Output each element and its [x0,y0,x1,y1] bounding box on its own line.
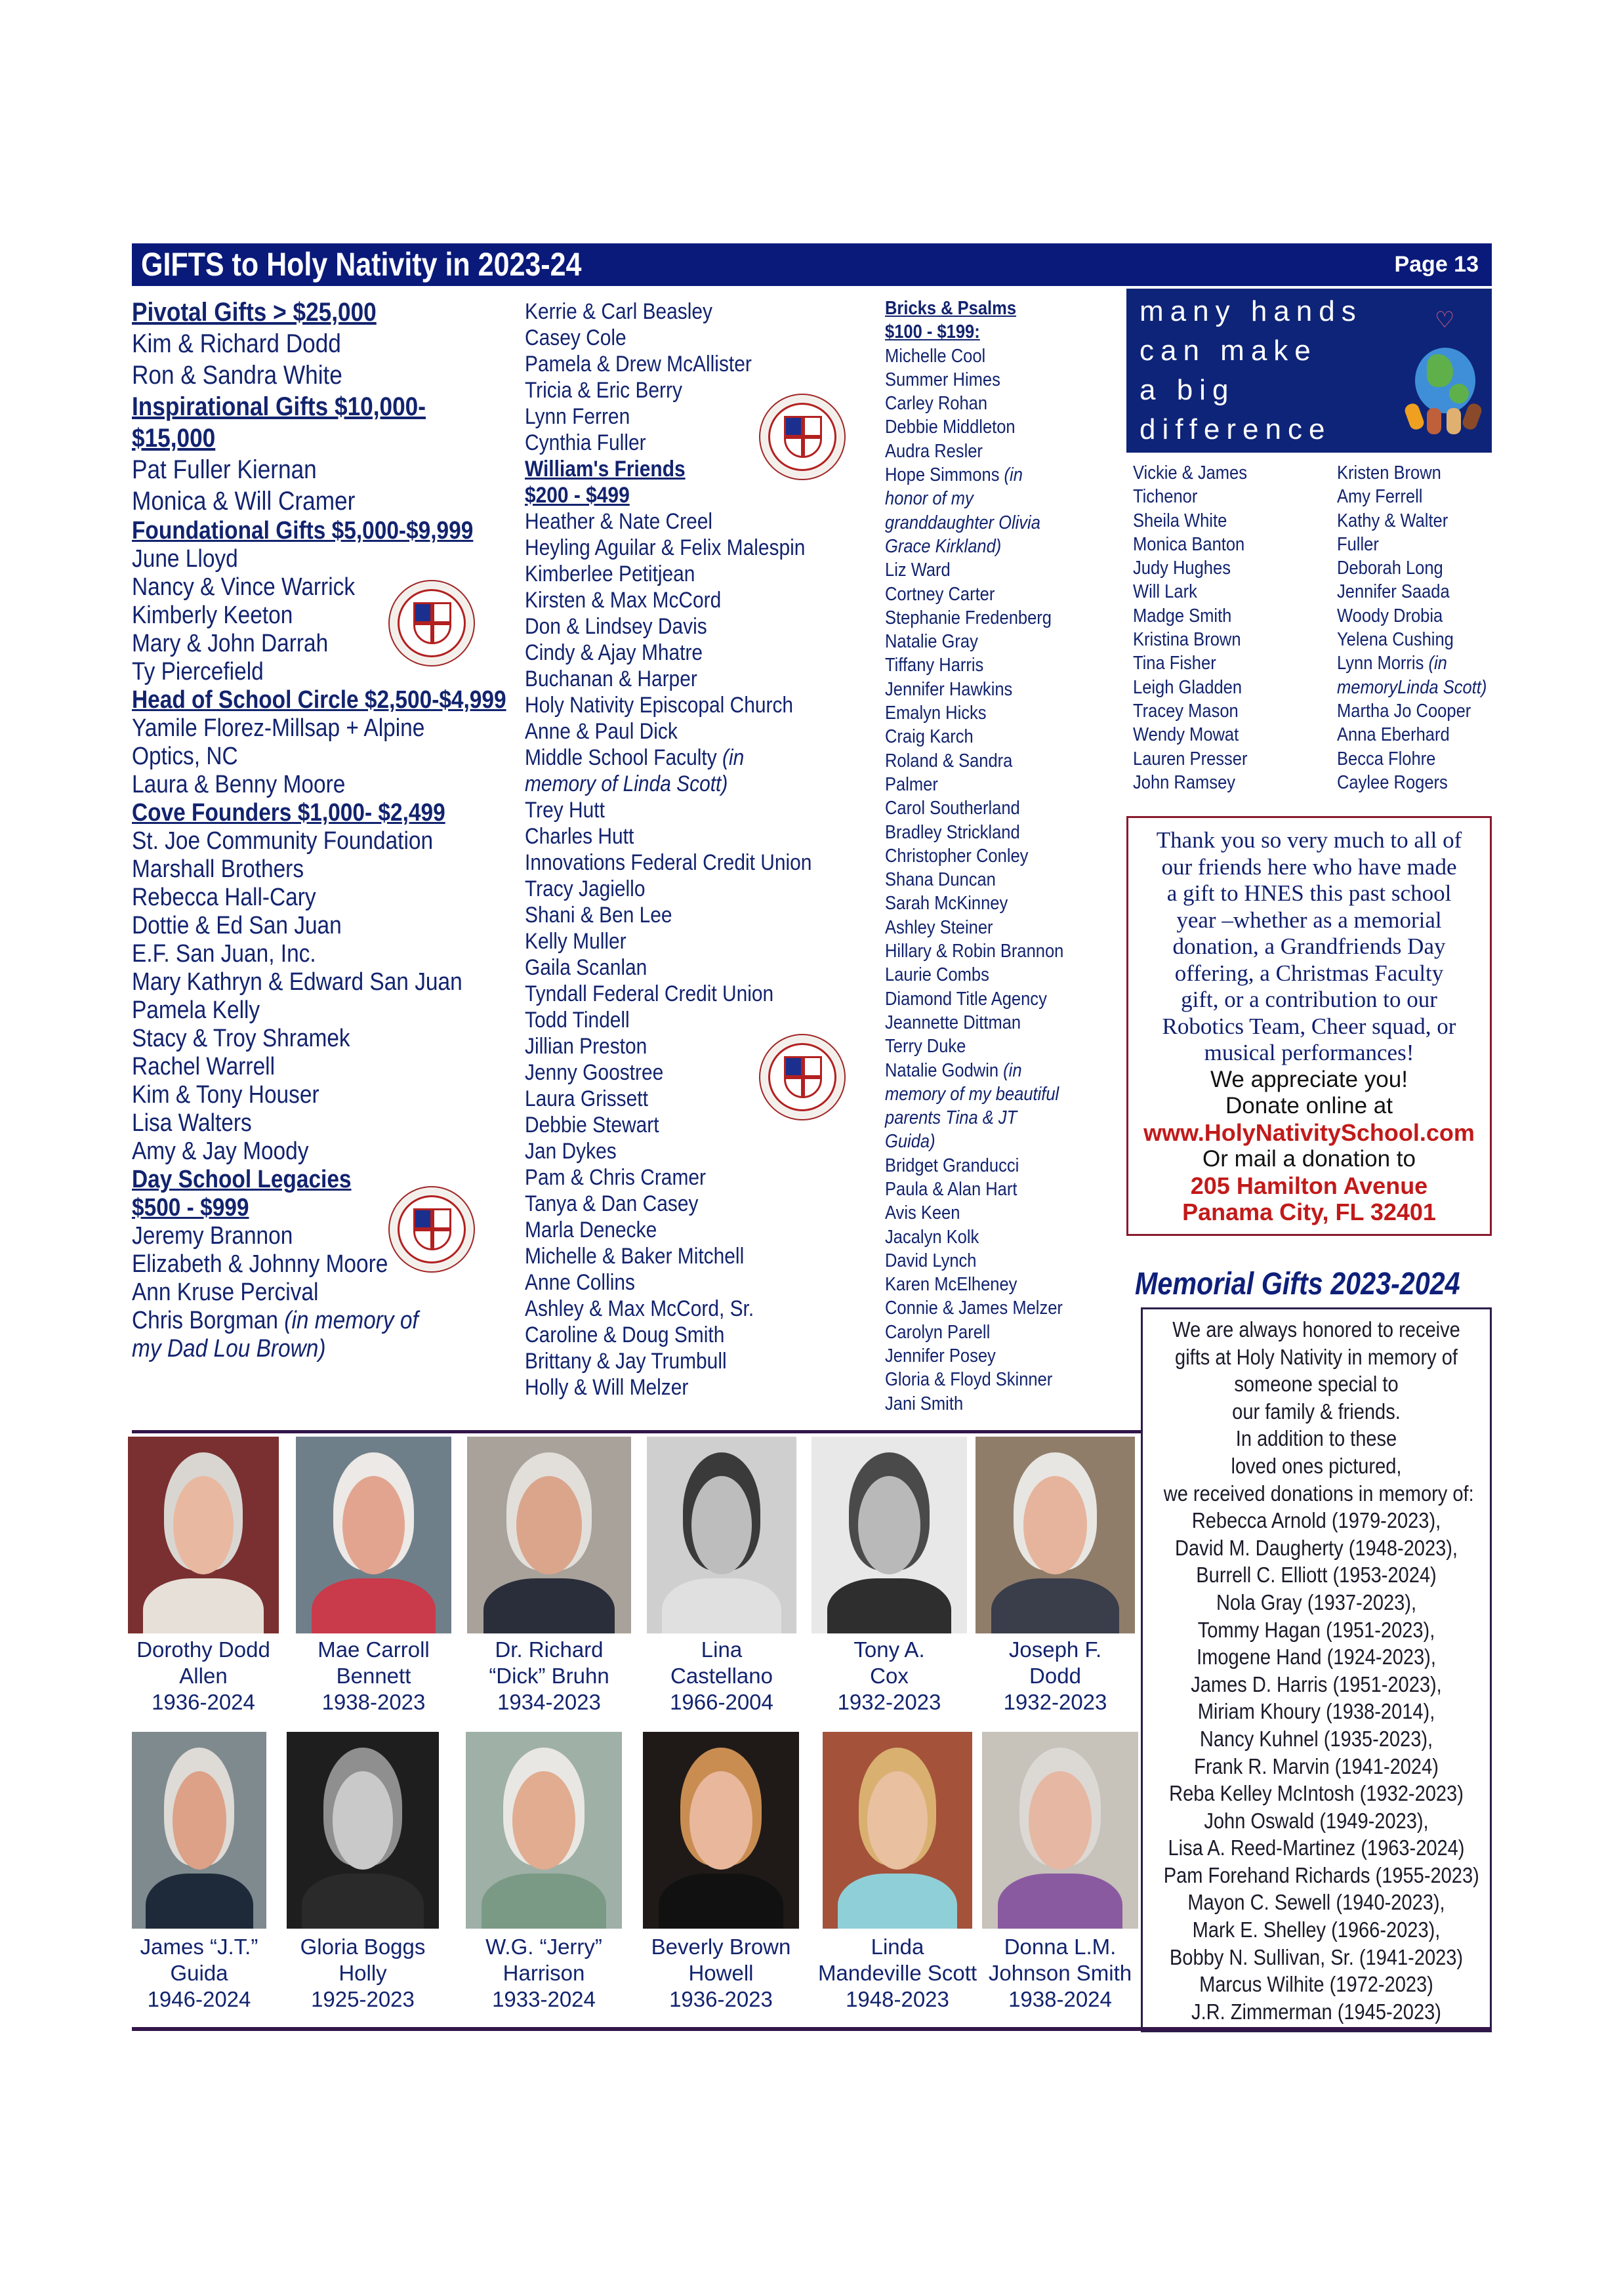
donor-line: Rebecca Hall-Cary [132,884,316,911]
portrait-caption [630,1934,812,2013]
donor-line: Guida) [885,1131,935,1153]
donor-line: Shani & Ben Lee [525,903,672,928]
donor-line: Cindy & Ajay Mhatre [525,640,703,665]
donor-line: Martha Jo Cooper [1337,700,1471,722]
page-title: GIFTS to Holy Nativity in 2023-24 [141,246,582,283]
thank-you-box [1126,816,1492,1236]
donor-line: Innovations Federal Credit Union [525,850,812,875]
website-link[interactable]: www.HolyNativitySchool.com [1143,1118,1475,1146]
donor-column-3 [885,297,1121,1416]
school-seal-icon [388,1186,475,1273]
donor-line: Palmer [885,773,938,795]
donor-line: Elizabeth & Johnny Moore [132,1250,388,1278]
memorial-box [1141,1307,1492,2032]
memorial-portrait [132,1732,266,1929]
donor-line: Caylee Rogers [1337,771,1448,793]
thank-you-line: year –whether as a memorial [1176,907,1442,933]
caption-line: 1938-2024 [1008,1987,1112,2011]
banner-line: many hands [1140,295,1363,327]
donor-line: Bradley Strickland [885,821,1020,843]
caption-line: Donna L.M. [1004,1935,1117,1959]
donor-line: Tanya & Dan Casey [525,1191,699,1216]
caption-line: Lina [701,1637,743,1662]
memorial-portrait [466,1732,622,1929]
caption-line: Dorothy Dodd [136,1637,270,1662]
portrait-caption [634,1637,810,1715]
globe-hands-icon [1415,348,1475,413]
donor-line: Kristen Brown [1337,462,1441,483]
caption-line: Mandeville Scott [817,1961,977,1985]
donor-line: Pat Fuller Kiernan [132,455,317,484]
portrait-caption [119,1934,279,2013]
donor-line: Ty Piercefield [132,658,264,686]
donor-line: Fuller [1337,533,1379,555]
donor-line: Monica & Will Cramer [132,487,356,516]
thank-you-line: our friends here who have made [1161,853,1457,880]
donor-line: Pamela Kelly [132,996,260,1024]
donor-line: Avis Keen [885,1202,960,1224]
memorial-line: Nancy Kuhnel (1935-2023), [1199,1726,1433,1751]
donor-line: Lynn Morris (in [1337,653,1447,674]
donor-line: Will Lark [1133,581,1197,603]
thank-you-line: Thank you so very much to all of [1156,827,1462,853]
donor-line: Emalyn Hicks [885,703,987,724]
caption-line: “Dick” Bruhn [489,1664,609,1688]
portrait-caption [962,1637,1148,1715]
donor-line: $15,000 [132,424,216,453]
caption-line: Linda [871,1935,924,1959]
donor-line: Madge Smith [1133,605,1232,626]
memorial-line: We are always honored to receive [1172,1317,1460,1342]
caption-line: Guida [170,1961,228,1985]
school-seal-icon [388,580,475,666]
donor-line: Ashley & Max McCord, Sr. [525,1296,754,1321]
donor-line: Judy Hughes [1133,558,1231,579]
donor-line: Woody Drobia [1337,605,1443,626]
caption-line: Harrison [503,1961,585,1985]
donor-line: Anna Eberhard [1337,724,1450,746]
donor-line: Tiffany Harris [885,655,984,676]
memorial-line: Burrell C. Elliott (1953-2024) [1196,1563,1437,1588]
donor-line: Chris Borgman (in memory of [132,1307,419,1334]
donor-line: David Lynch [885,1250,977,1271]
caption-line: 1932-2023 [1003,1690,1107,1714]
caption-line: Holly [339,1961,387,1985]
memorial-portrait [647,1437,796,1633]
donor-line: Bricks & Psalms [885,298,1017,319]
donor-line: Heather & Nate Creel [525,509,713,534]
donor-line: Tichenor [1133,486,1198,508]
memorial-line: James D. Harris (1951-2023), [1191,1671,1442,1696]
donor-line: Lynn Ferren [525,404,630,429]
donor-line: Jennifer Posey [885,1345,996,1367]
donor-line: Inspirational Gifts $10,000- [132,392,426,421]
donor-line: Audra Resler [885,440,983,462]
thank-you-line: offering, a Christmas Faculty [1174,960,1444,986]
donor-column-4a [1133,461,1330,794]
donor-line: Summer Himes [885,369,1000,390]
portrait-caption [454,1637,644,1715]
address-line: Panama City, FL 32401 [1182,1199,1436,1225]
donor-line: Tina Fisher [1133,653,1216,674]
donor-line: granddaughter Olivia [885,512,1040,533]
donor-column-4b [1337,461,1492,794]
donor-line: June Lloyd [132,545,238,573]
donor-line: Deborah Long [1337,558,1443,579]
donor-line: memoryLinda Scott) [1337,676,1487,698]
donor-line: Nancy & Vince Warrick [132,573,356,601]
donor-line: E.F. San Juan, Inc. [132,940,316,968]
memorial-portrait [643,1732,799,1929]
donor-line: Day School Legacies [132,1166,352,1193]
donor-line: Middle School Faculty (in [525,745,745,770]
school-seal-icon [759,1034,846,1120]
title-bar [132,243,1492,286]
donor-line: Trey Hutt [525,798,605,823]
memorial-portrait [296,1437,451,1633]
portrait-caption [969,1934,1151,2013]
donor-line: Natalie Godwin (in [885,1059,1022,1081]
donor-line: Laura Grissett [525,1086,648,1111]
donor-line: Mary Kathryn & Edward San Juan [132,968,462,996]
caption-line: Gloria Boggs [300,1935,426,1959]
memorial-line: Mark E. Shelley (1966-2023), [1192,1917,1441,1942]
memorial-line: gifts at Holy Nativity in memory of [1175,1344,1458,1369]
donor-line: Marla Denecke [525,1218,657,1242]
donor-line: John Ramsey [1133,771,1236,793]
donor-line: Kim & Tony Houser [132,1081,319,1109]
caption-line: 1936-2023 [669,1987,773,2011]
donor-line: Marshall Brothers [132,855,304,883]
portrait-caption [283,1637,464,1715]
donor-line: Shana Duncan [885,869,996,891]
donor-line: Mary & John Darrah [132,630,329,657]
donor-line: Tracey Mason [1133,700,1239,722]
donor-line: Ashley Steiner [885,916,993,938]
address-line: 205 Hamilton Avenue [1190,1172,1428,1199]
donor-line: Kerrie & Carl Beasley [525,299,713,324]
caption-line: Allen [179,1664,228,1688]
donor-line: Michelle Cool [885,345,986,367]
memorial-portrait [976,1437,1135,1633]
donor-line: Stephanie Fredenberg [885,607,1052,628]
donor-line: Diamond Title Agency [885,988,1047,1010]
memorial-line: Mayon C. Sewell (1940-2023), [1187,1890,1445,1915]
donor-line: Lauren Presser [1133,748,1248,769]
memorial-line: Rebecca Arnold (1979-2023), [1191,1508,1441,1533]
donor-line: Jenny Goostree [525,1060,664,1085]
donor-line: Karen McElheney [885,1274,1017,1296]
memorial-portrait [982,1732,1138,1929]
caption-line: 1932-2023 [837,1690,941,1714]
thank-you-line: donation, a Grandfriends Day [1172,933,1446,959]
donor-line: Holly & Will Melzer [525,1375,689,1400]
donor-line: Wendy Mowat [1133,724,1239,746]
caption-line: Joseph F. [1008,1637,1102,1662]
memorial-portrait [128,1437,279,1633]
thank-you-line: Robotics Team, Cheer squad, or [1162,1013,1456,1039]
donor-line: parents Tina & JT [885,1107,1017,1129]
caption-line: Bennett [336,1664,411,1688]
donor-line: Gaila Scanlan [525,955,647,980]
donor-line: Holy Nativity Episcopal Church [525,693,794,718]
thank-you-line: gift, or a contribution to our [1181,987,1437,1012]
caption-line: Beverly Brown [651,1935,791,1959]
memorial-portrait [823,1732,972,1929]
memorial-line: Imogene Hand (1924-2023), [1197,1645,1436,1670]
donor-line: Paula & Alan Hart [885,1178,1017,1200]
thank-you-line: musical performances! [1204,1040,1414,1065]
donor-line: Jani Smith [885,1393,964,1414]
donor-line: Debbie Stewart [525,1113,659,1138]
donor-line: Sarah McKinney [885,893,1008,914]
memorial-line: John Oswald (1949-2023), [1204,1808,1429,1833]
memorial-line: J.R. Zimmerman (1945-2023) [1191,1999,1441,2024]
memorial-line: Nola Gray (1937-2023), [1216,1589,1417,1614]
donor-line: Carol Southerland [885,798,1020,819]
donor-line: Tricia & Eric Berry [525,378,682,403]
donor-line: Casey Cole [525,325,627,350]
caption-line: 1946-2024 [147,1987,251,2011]
donor-line: William's Friends [525,457,686,482]
memorial-line: Reba Kelley McIntosh (1932-2023) [1169,1781,1464,1806]
caption-line: Cox [870,1664,909,1688]
donor-line: Lisa Walters [132,1109,252,1137]
donor-line: Jennifer Hawkins [885,678,1013,700]
donor-line: Buchanan & Harper [525,666,697,691]
memorial-line: someone special to [1234,1372,1399,1397]
donor-line: Becca Flohre [1337,748,1436,769]
banner-line: a big [1140,374,1235,406]
donor-line: Stacy & Troy Shramek [132,1025,350,1052]
donor-line: $200 - $499 [525,483,630,508]
portrait-caption [115,1637,292,1715]
memorial-line: Tommy Hagan (1951-2023), [1197,1617,1435,1642]
donor-line: Craig Karch [885,726,974,748]
memorial-line: loved ones pictured, [1231,1453,1402,1478]
memorial-line: Lisa A. Reed-Martinez (1963-2024) [1168,1835,1465,1860]
caption-line: Mae Carroll [318,1637,430,1662]
donor-line: Pivotal Gifts > $25,000 [132,298,377,327]
donor-line: Vickie & James [1133,462,1247,483]
donor-line: Laura & Benny Moore [132,771,346,798]
memorial-portrait [812,1437,967,1633]
donor-line: Pamela & Drew McAllister [525,352,752,377]
memorial-line: our family & friends. [1232,1399,1401,1424]
heart-icon: ♡ [1435,308,1455,333]
thank-you-line: We appreciate you! [1210,1066,1408,1092]
donor-line: memory of Linda Scott) [525,771,728,796]
portrait-caption [798,1637,980,1715]
donor-line: Cortney Carter [885,583,995,605]
donor-line: my Dad Lou Brown) [132,1335,326,1363]
donor-line: $500 - $999 [132,1194,249,1221]
divider [132,2027,1492,2031]
donor-line: Michelle & Baker Mitchell [525,1244,745,1269]
donor-line: Debbie Middleton [885,417,1016,438]
donor-line: Kimberlee Petitjean [525,562,695,586]
donor-line: Jennifer Saada [1337,581,1450,603]
donor-line: Carolyn Parell [885,1321,991,1343]
donor-line: Ann Kruse Percival [132,1279,319,1306]
memorial-line: In addition to these [1235,1426,1397,1451]
page-number: Page 13 [1394,252,1479,277]
donor-line: Jacalyn Kolk [885,1226,979,1248]
many-hands-banner [1126,289,1492,453]
donor-line: Jillian Preston [525,1034,647,1059]
donor-line: Natalie Gray [885,631,978,653]
donor-line: Caroline & Doug Smith [525,1322,725,1347]
donor-line: Grace Kirkland) [885,535,1002,557]
caption-line: Dodd [1029,1664,1081,1688]
thank-you-line: Donate online at [1225,1093,1393,1118]
donor-line: Cynthia Fuller [525,430,646,455]
caption-line: Dr. Richard [495,1637,604,1662]
thank-you-line: a gift to HNES this past school [1166,880,1452,906]
donor-line: Anne & Paul Dick [525,719,678,744]
donor-line: Gloria & Floyd Skinner [885,1369,1053,1391]
donor-line: Dottie & Ed San Juan [132,912,342,939]
donor-line: Leigh Gladden [1133,676,1243,698]
caption-line: 1925-2023 [311,1987,415,2011]
memorial-line: Pam Forehand Richards (1955-2023) [1163,1862,1479,1887]
donor-line: Christopher Conley [885,845,1029,867]
mail-text: Or mail a donation to [1202,1146,1416,1172]
donor-line: Heyling Aguilar & Felix Malespin [525,535,806,560]
donor-line: Laurie Combs [885,964,989,986]
donor-line: St. Joe Community Foundation [132,827,434,855]
donor-line: Ron & Sandra White [132,361,342,390]
donor-line: Sheila White [1133,510,1227,531]
donor-line: Kim & Richard Dodd [132,329,341,358]
donor-line: Foundational Gifts $5,000-$9,999 [132,517,474,544]
donor-line: Amy Ferrell [1337,486,1423,508]
divider [132,1430,1141,1433]
school-seal-icon [759,394,846,480]
portrait-caption [810,1934,985,2013]
donor-line: $100 - $199: [885,321,980,343]
donor-line: Kathy & Walter [1337,510,1448,531]
caption-line: Tony A. [853,1637,925,1662]
caption-line: 1936-2024 [152,1690,255,1714]
memorial-line: Marcus Wilhite (1972-2023) [1199,1972,1433,1997]
donor-line: Head of School Circle $2,500-$4,999 [132,686,506,714]
donor-line: Pam & Chris Cramer [525,1165,706,1190]
donor-line: Kimberly Keeton [132,602,293,629]
memorial-line: Miriam Khoury (1938-2014), [1197,1699,1435,1724]
memorial-line: we received donations in memory of: [1163,1481,1474,1506]
donor-line: Liz Ward [885,560,951,581]
donor-line: Amy & Jay Moody [132,1138,309,1165]
donor-line: Jeremy Brannon [132,1222,293,1250]
portrait-caption [453,1934,635,2013]
caption-line: Howell [688,1961,754,1985]
banner-line: difference [1140,413,1332,445]
donor-line: Carley Rohan [885,393,988,415]
donor-line: honor of my [885,488,974,510]
memorial-line: David M. Daugherty (1948-2023), [1175,1535,1458,1560]
donor-line: Yelena Cushing [1337,629,1454,651]
donor-line: Optics, NC [132,743,238,770]
donor-line: Charles Hutt [525,824,634,849]
donor-line: Todd Tindell [525,1008,630,1033]
donor-line: Brittany & Jay Trumbull [525,1349,727,1374]
donor-line: Bridget Granducci [885,1155,1019,1176]
donor-line: Jeannette Dittman [885,1012,1021,1033]
caption-line: James “J.T.” [140,1935,258,1959]
donor-line: Anne Collins [525,1270,635,1295]
donor-line: memory of my beautiful [885,1083,1059,1105]
caption-line: 1966-2004 [670,1690,773,1714]
donor-line: Terry Duke [885,1036,966,1057]
donor-line: Roland & Sandra [885,750,1013,771]
donor-line: Kelly Muller [525,929,627,954]
donor-line: Yamile Florez-Millsap + Alpine [132,714,425,742]
donor-line: Tyndall Federal Credit Union [525,981,774,1006]
donor-line: Cove Founders $1,000- $2,499 [132,799,445,827]
memorial-line: Frank R. Marvin (1941-2024) [1194,1753,1439,1778]
donor-line: Hillary & Robin Brannon [885,941,1064,962]
donor-line: Monica Banton [1133,533,1245,555]
donor-line: Tracy Jagiello [525,876,646,901]
portrait-caption [274,1934,452,2013]
donor-line: Jan Dykes [525,1139,617,1164]
caption-line: 1938-2023 [321,1690,426,1714]
donor-line: Hope Simmons (in [885,464,1023,486]
memorial-title: Memorial Gifts 2023-2024 [1135,1267,1460,1302]
memorial-portrait [467,1437,631,1633]
caption-line: 1948-2023 [846,1987,949,2011]
donor-line: Don & Lindsey Davis [525,614,707,639]
caption-line: 1934-2023 [497,1690,601,1714]
banner-line: can make [1140,335,1317,367]
caption-line: 1933-2024 [492,1987,596,2011]
caption-line: W.G. “Jerry” [485,1935,602,1959]
memorial-portrait [287,1732,439,1929]
donor-line: Kirsten & Max McCord [525,588,722,613]
memorial-line: Bobby N. Sullivan, Sr. (1941-2023) [1169,1944,1464,1969]
donor-line: Connie & James Melzer [885,1298,1063,1319]
caption-line: Castellano [670,1664,773,1688]
donor-line: Rachel Warrell [132,1053,276,1080]
donor-line: Kristina Brown [1133,629,1241,651]
caption-line: Johnson Smith [988,1961,1132,1985]
